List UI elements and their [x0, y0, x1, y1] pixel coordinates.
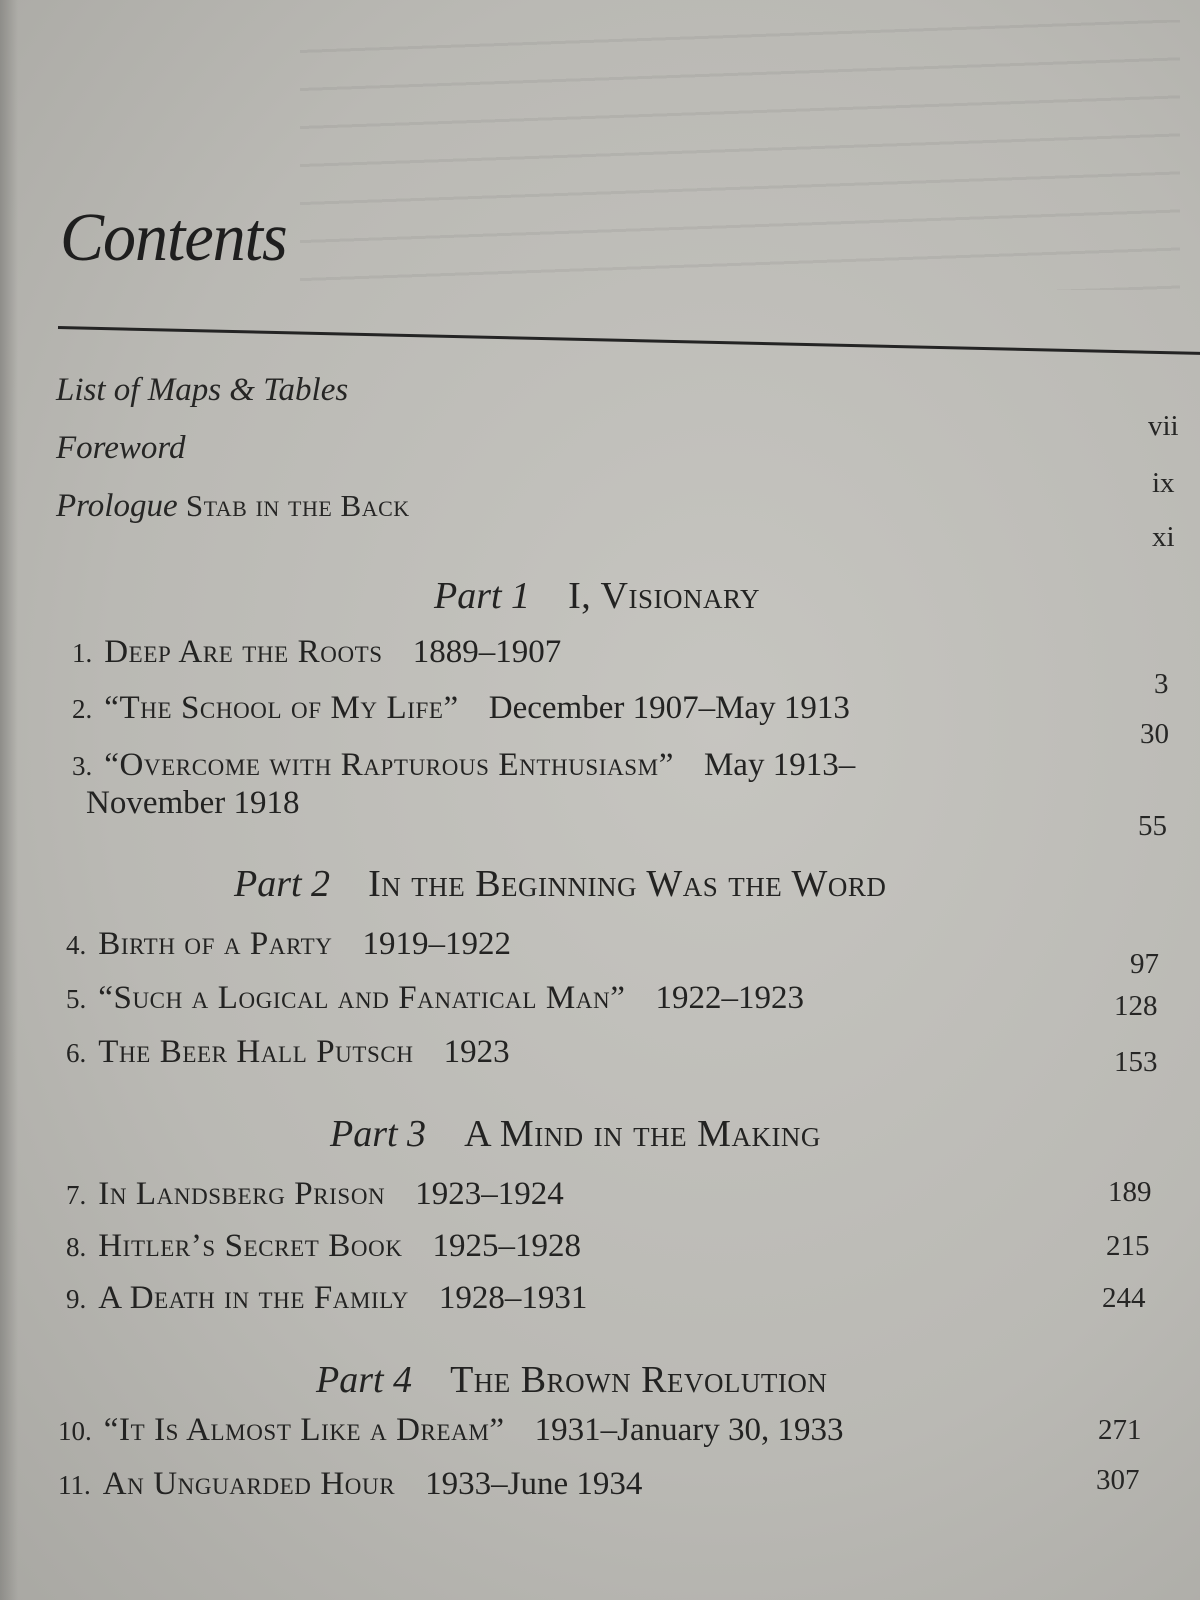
chapter-title: “The School of My Life”	[104, 690, 459, 726]
chapter-title: “It Is Almost Like a Dream”	[103, 1412, 505, 1448]
prologue-title: Stab in the Back	[185, 488, 410, 523]
part-title: The Brown Revolution	[450, 1359, 828, 1401]
front-matter-page: vii	[1148, 410, 1179, 442]
chapter-number: 9.	[66, 1284, 87, 1314]
chapter-title: “Overcome with Rapturous Enthusiasm”	[104, 747, 674, 783]
part-label: Part 2	[234, 863, 331, 905]
chapter-page: 189	[1108, 1176, 1152, 1208]
page-gutter-shadow	[0, 0, 18, 1600]
chapter-page: 128	[1114, 990, 1158, 1022]
chapter-title: The Beer Hall Putsch	[98, 1034, 414, 1070]
bleed-through-text	[300, 20, 1180, 290]
part-label: Part 1	[434, 575, 531, 617]
chapter-entry[interactable]	[66, 1176, 564, 1213]
part-title: In the Beginning Was the Word	[368, 863, 887, 905]
chapter-dates: 1925–1928	[432, 1228, 582, 1264]
chapter-page: 30	[1140, 718, 1169, 750]
chapter-number: 3.	[72, 751, 93, 781]
chapter-page: 215	[1106, 1230, 1150, 1262]
chapter-page: 153	[1114, 1046, 1158, 1078]
part-heading	[316, 1358, 827, 1402]
chapter-dates: December 1907–May 1913	[488, 690, 850, 726]
chapter-dates-continued: November 1918	[86, 785, 300, 821]
chapter-entry[interactable]	[72, 690, 850, 727]
chapter-title: An Unguarded Hour	[102, 1466, 396, 1502]
part-label: Part 3	[330, 1113, 427, 1155]
chapter-entry[interactable]	[66, 1228, 581, 1265]
front-matter-label: Prologue	[56, 488, 178, 524]
chapter-dates: 1919–1922	[362, 926, 511, 962]
chapter-entry[interactable]	[58, 1412, 844, 1449]
chapter-number: 4.	[66, 930, 87, 960]
chapter-title: A Death in the Family	[98, 1280, 409, 1316]
chapter-entry[interactable]	[58, 1466, 642, 1503]
chapter-page: 3	[1154, 668, 1169, 700]
chapter-dates: May 1913–	[703, 747, 856, 783]
chapter-dates: 1931–January 30, 1933	[534, 1412, 844, 1448]
chapter-number: 11.	[58, 1470, 91, 1500]
chapter-title: Birth of a Party	[98, 926, 333, 962]
chapter-page: 271	[1098, 1414, 1142, 1446]
part-heading	[330, 1112, 821, 1156]
chapter-entry[interactable]	[72, 747, 855, 784]
part-title: A Mind in the Making	[464, 1113, 821, 1155]
chapter-dates: 1923–1924	[415, 1176, 564, 1212]
front-matter-entry[interactable]	[56, 430, 186, 467]
part-label: Part 4	[316, 1359, 413, 1401]
heading-rule	[58, 326, 1200, 356]
chapter-dates: 1922–1923	[655, 980, 804, 1016]
chapter-entry[interactable]	[72, 634, 561, 671]
front-matter-entry[interactable]	[56, 372, 348, 409]
chapter-page: 55	[1138, 810, 1167, 842]
chapter-number: 2.	[72, 694, 93, 724]
front-matter-label: Foreword	[56, 430, 186, 466]
chapter-page: 244	[1102, 1282, 1146, 1314]
chapter-number: 5.	[66, 984, 87, 1014]
front-matter-label: List of Maps & Tables	[56, 372, 349, 408]
chapter-number: 10.	[58, 1416, 92, 1446]
chapter-title: Hitler’s Secret Book	[98, 1228, 403, 1264]
chapter-dates: 1933–June 1934	[425, 1466, 643, 1502]
part-heading	[234, 862, 886, 906]
front-matter-page: xi	[1152, 521, 1175, 553]
chapter-entry[interactable]	[66, 1034, 510, 1071]
chapter-number: 1.	[72, 638, 93, 668]
chapter-title: Deep Are the Roots	[104, 634, 383, 670]
chapter-number: 8.	[66, 1232, 87, 1262]
chapter-dates: 1928–1931	[438, 1280, 588, 1316]
part-title: I, Visionary	[568, 575, 760, 617]
chapter-dates: 1923	[443, 1034, 510, 1070]
chapter-page: 97	[1130, 948, 1159, 980]
chapter-entry[interactable]	[66, 1280, 587, 1317]
chapter-number: 6.	[66, 1038, 87, 1068]
chapter-entry[interactable]	[66, 980, 804, 1017]
front-matter-page: ix	[1152, 467, 1175, 499]
chapter-title: In Landsberg Prison	[98, 1176, 386, 1212]
part-heading	[434, 574, 760, 618]
chapter-title: “Such a Logical and Fanatical Man”	[98, 980, 626, 1016]
chapter-number: 7.	[66, 1180, 87, 1210]
front-matter-entry[interactable]	[56, 488, 410, 525]
chapter-entry[interactable]	[66, 926, 511, 963]
contents-heading: Contents	[60, 199, 287, 276]
chapter-dates: 1889–1907	[412, 634, 562, 670]
chapter-page: 307	[1096, 1464, 1140, 1496]
